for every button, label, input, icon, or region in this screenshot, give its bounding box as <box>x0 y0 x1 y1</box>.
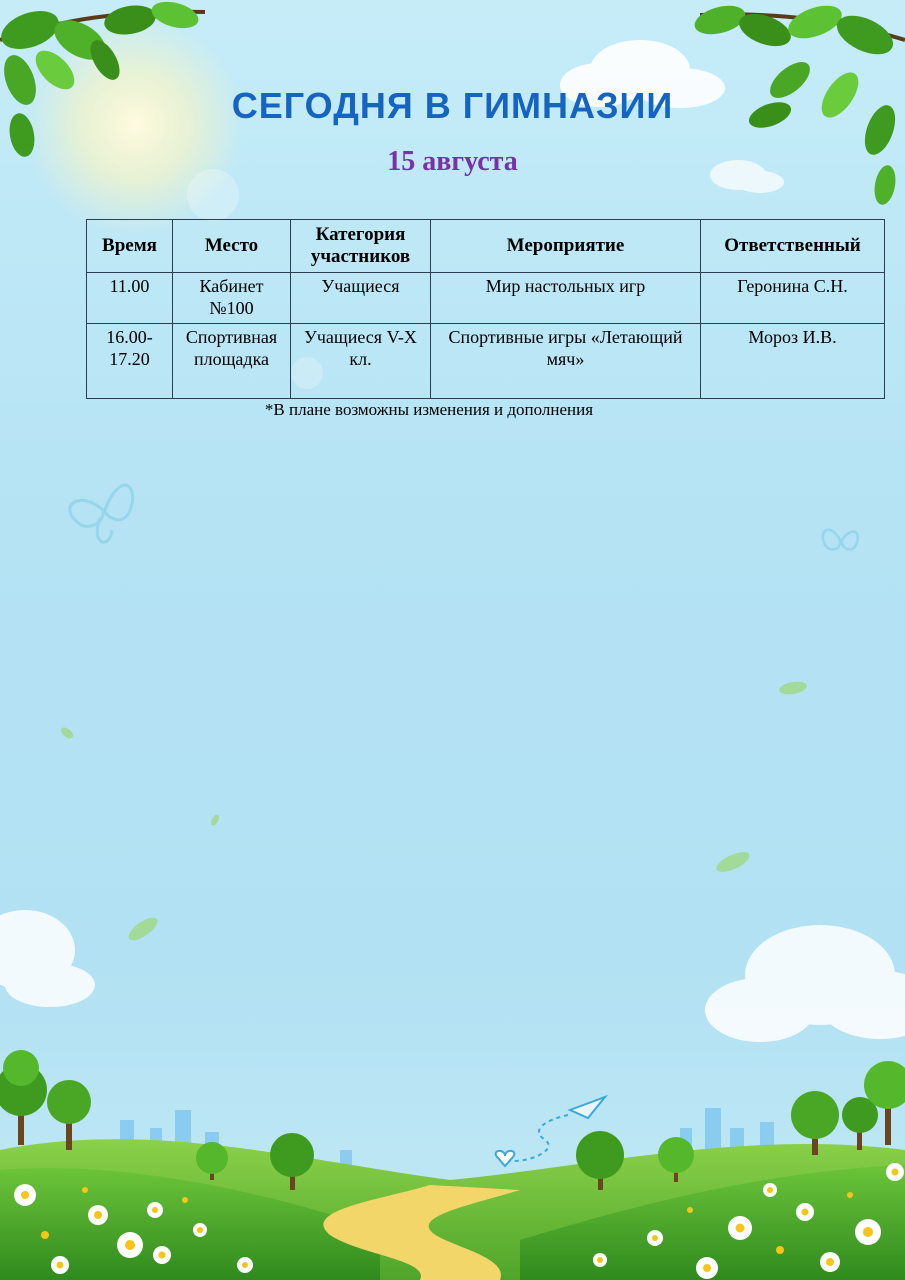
footnote: *В плане возможны изменения и дополнения <box>264 400 594 419</box>
cloud-icon <box>705 925 905 1042</box>
table-header-row <box>87 220 885 273</box>
cell-place: Кабинет №100 <box>173 273 291 324</box>
cell-category: Учащиеся V-X кл. <box>291 324 431 399</box>
date-heading: 15 августа <box>387 146 518 177</box>
cell-time: 11.00 <box>87 273 173 324</box>
cell-event: Мир настольных игр <box>431 273 701 324</box>
cell-category: Учащиеся <box>291 273 431 324</box>
cloud-icon <box>0 910 95 1007</box>
butterfly-icon <box>70 485 133 542</box>
cell-responsible: Мороз И.В. <box>701 324 885 399</box>
schedule-table <box>86 219 885 399</box>
hills <box>0 1139 905 1280</box>
cell-responsible: Геронина С.Н. <box>701 273 885 324</box>
column-header-event: Мероприятие <box>431 220 701 273</box>
cell-event: Спортивные игры «Летающий мяч» <box>431 324 701 399</box>
butterfly-icon <box>823 530 858 550</box>
column-header-time: Время <box>87 220 173 273</box>
column-header-category: Категория участников <box>291 220 431 273</box>
page-title: СЕГОДНЯ В ГИМНАЗИИ <box>231 85 674 126</box>
cell-place: Спортивная площадка <box>173 324 291 399</box>
table-row <box>87 324 885 399</box>
column-header-place: Место <box>173 220 291 273</box>
column-header-responsible: Ответственный <box>701 220 885 273</box>
table-row <box>87 273 885 324</box>
leaf-icon <box>59 680 808 945</box>
cell-time: 16.00-17.20 <box>87 324 173 399</box>
